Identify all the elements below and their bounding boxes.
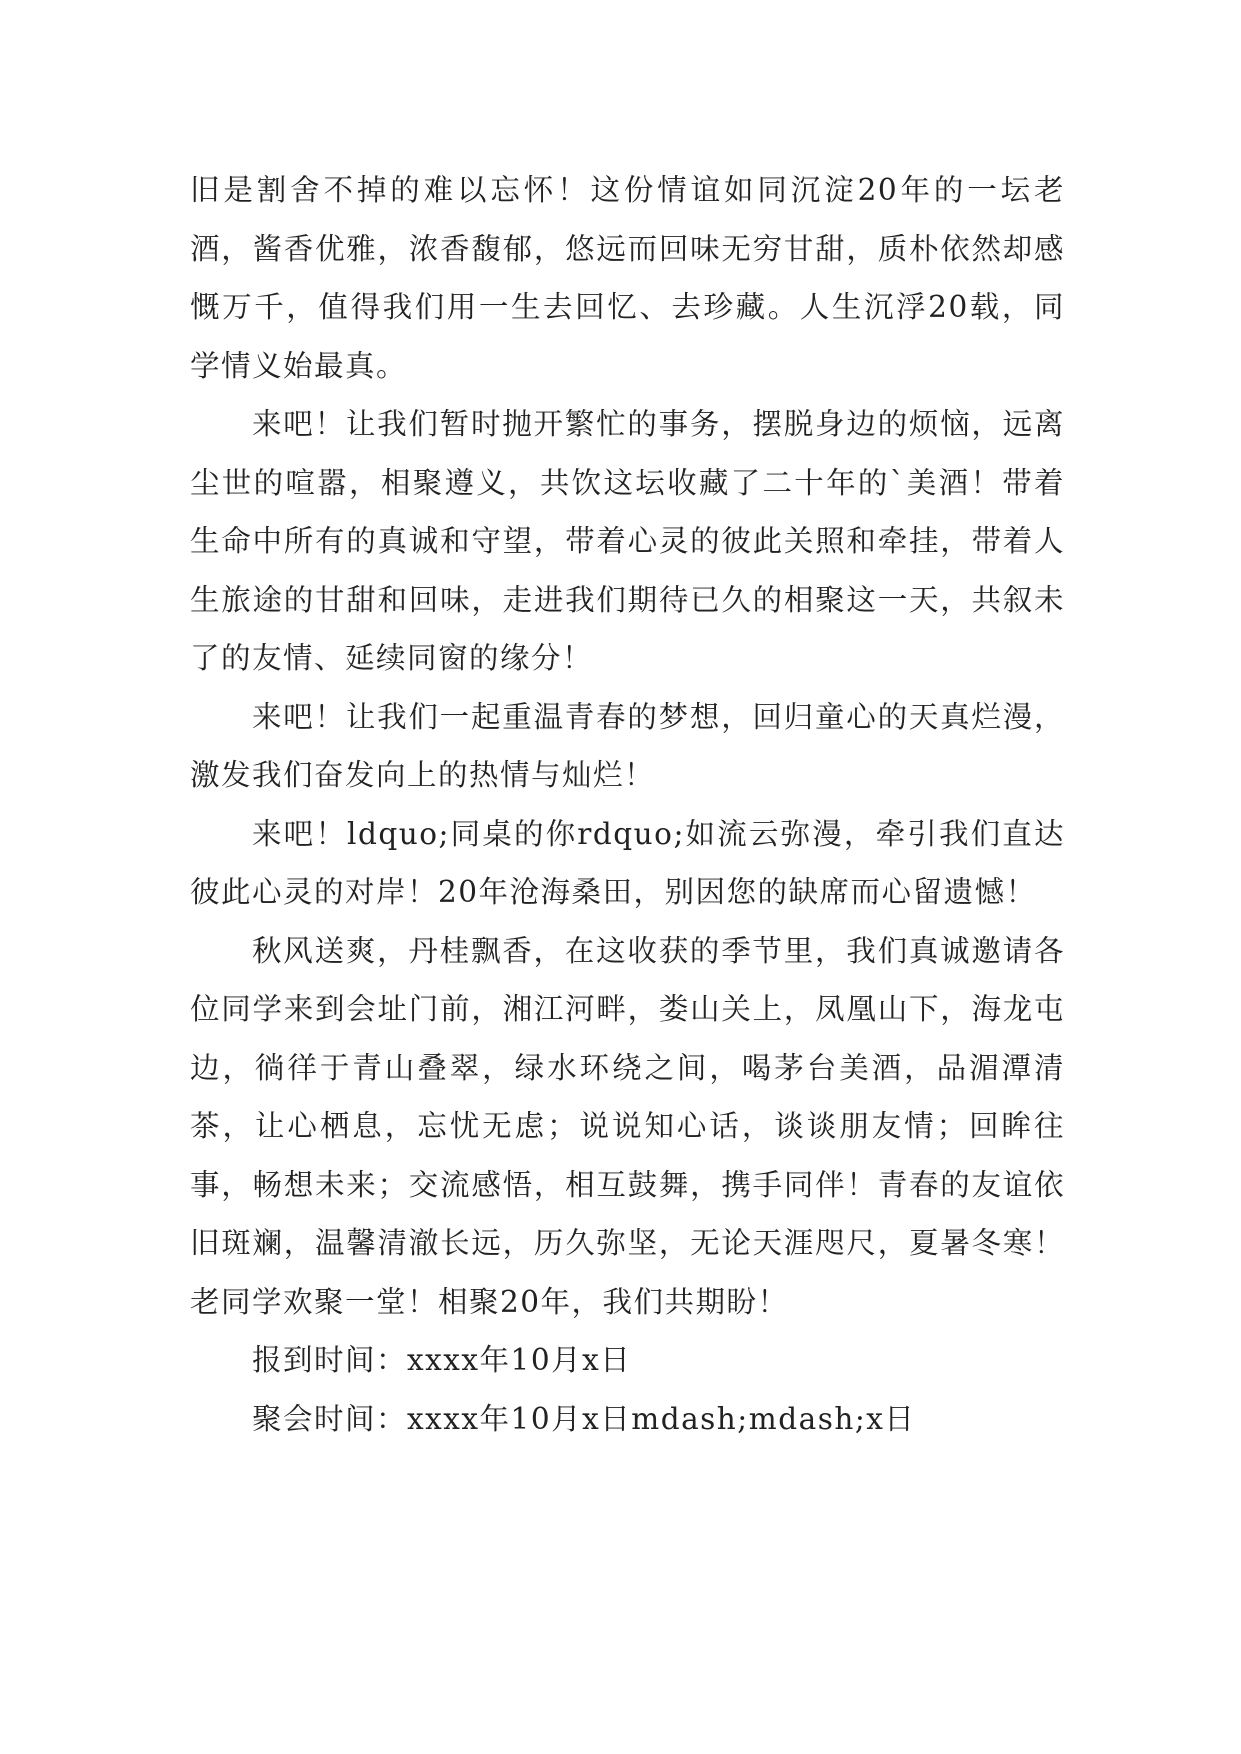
registration-time: 报到时间：xxxx年10月x日	[252, 1343, 632, 1377]
paragraph-2: 来吧！让我们暂时抛开繁忙的事务，摆脱身边的烦恼，远离尘世的喧嚣，相聚遵义，共饮这坛收藏了二十年的`美酒！带着生命中所有的真诚和守望，带着心灵的彼此关照和牵挂，带着人生旅途的甘甜和回味，走进我们期待已久的相聚这一天，共叙未了的友情、延续同窗的缘分！	[190, 407, 1065, 675]
paragraph-4: 来吧！ldquo;同桌的你rdquo;如流云弥漫，牵引我们直达彼此心灵的对岸！20年沧海桑田，别因您的缺席而心留遗憾！	[190, 816, 1065, 909]
reunion-time: 聚会时间：xxxx年10月x日mdash;mdash;x日	[252, 1401, 916, 1436]
paragraph-5: 秋风送爽，丹桂飘香，在这收获的季节里，我们真诚邀请各位同学来到会址门前，湘江河畔，娄山关上，凤凰山下，海龙屯边，徜徉于青山叠翠，绿水环绕之间，喝茅台美酒，品湄潭清茶，让心栖息，忘忧无虑；说说知心话，谈谈朋友情；回眸往事，畅想未来；交流感悟，相互鼓舞，携手同伴！青春的友谊依旧斑斓，温馨清澈长远，历久弥坚，无论天涯咫尺，夏暑冬寒！老同学欢聚一堂！相聚20年，我们共期盼！	[190, 933, 1065, 1319]
paragraph-1: 旧是割舍不掉的难以忘怀！这份情谊如同沉淀20年的一坛老酒，酱香优雅，浓香馥郁，悠远而回味无穷甘甜，质朴依然却感慨万千，值得我们用一生去回忆、去珍藏。人生沉浮20载，同学情义始最真。	[190, 173, 1065, 383]
paragraph-3: 来吧！让我们一起重温青春的梦想，回归童心的天真烂漫，激发我们奋发向上的热情与灿烂！	[190, 699, 1065, 792]
document-body	[190, 161, 1065, 1448]
